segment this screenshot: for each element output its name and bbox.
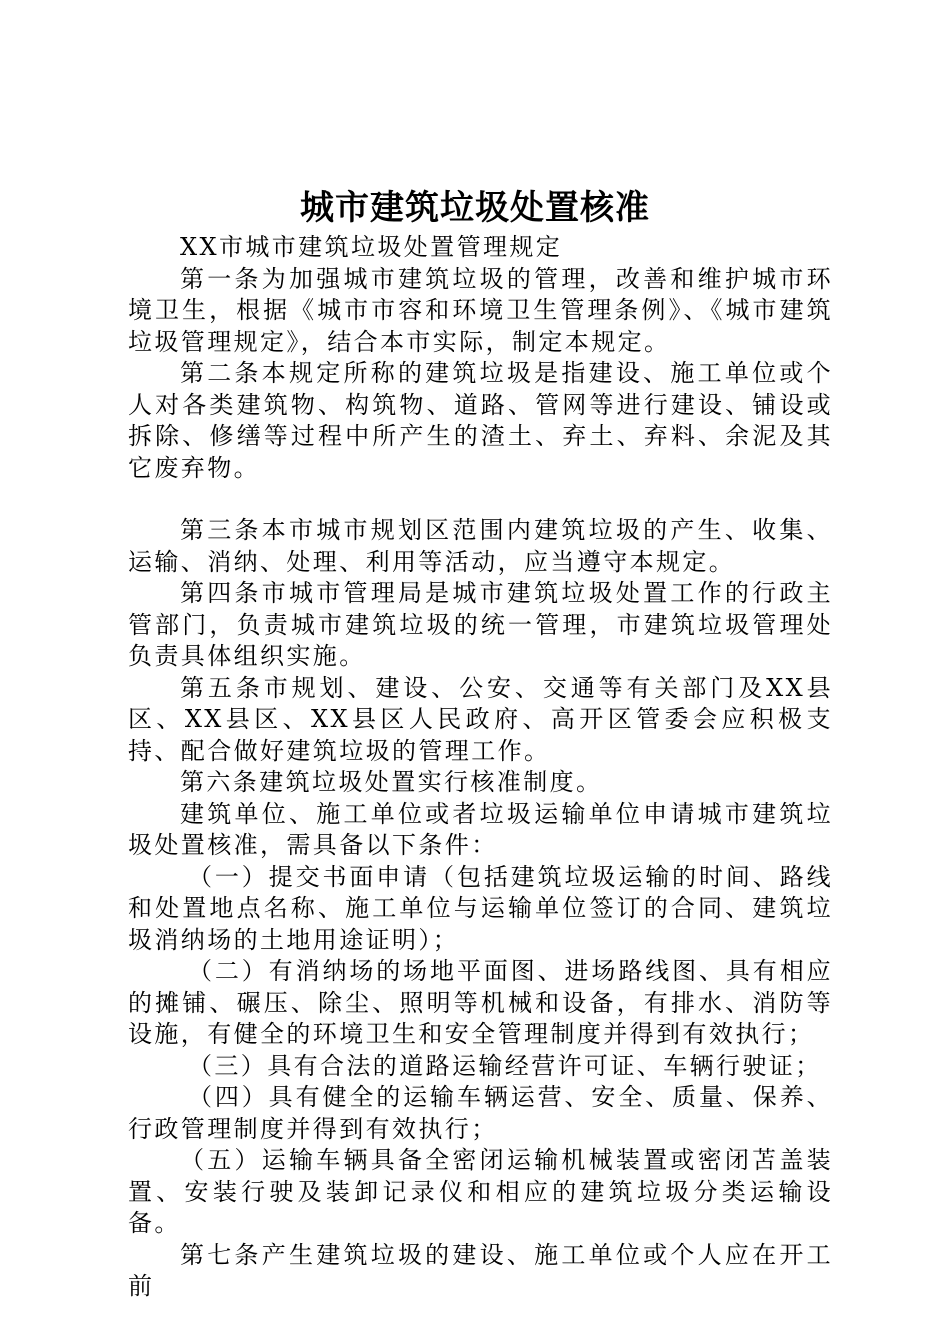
article-3: 第三条本市城市规划区范围内建筑垃圾的产生、收集、运输、消纳、处理、利用等活动，应当遵守本规定。 <box>128 516 833 576</box>
paragraph-gap <box>128 484 833 515</box>
article-5: 第五条市规划、建设、公安、交通等有关部门及XX县区、XX县区、XX县区人民政府、高开区管委会应积极支持、配合做好建筑垃圾的管理工作。 <box>128 673 833 765</box>
article-2: 第二条本规定所称的建筑垃圾是指建设、施工单位或个人对各类建筑物、构筑物、道路、管网等进行建设、铺设或拆除、修缮等过程中所产生的渣土、弃土、弃料、余泥及其它废弃物。 <box>128 359 833 482</box>
condition-4: （四）具有健全的运输车辆运营、安全、质量、保养、行政管理制度并得到有效执行； <box>128 1083 833 1143</box>
regulation-heading: XX市城市建筑垃圾处置管理规定 <box>180 233 563 261</box>
document-title: 城市建筑垃圾处置核准 <box>300 188 650 228</box>
document-body <box>128 232 833 1303</box>
condition-5: （五）运输车辆具备全密闭运输机械装置或密闭苫盖装置、安装行驶及装卸记录仪和相应的建筑垃圾分类运输设备。 <box>128 1146 833 1237</box>
conditions-intro: 建筑单位、施工单位或者垃圾运输单位申请城市建筑垃圾处置核准，需具备以下条件： <box>128 799 833 859</box>
article-4: 第四条市城市管理局是城市建筑垃圾处置工作的行政主管部门，负责城市建筑垃圾的统一管理，市建筑垃圾管理处负责具体组织实施。 <box>128 579 833 670</box>
article-6: 第六条建筑垃圾处置实行核准制度。 <box>180 768 603 796</box>
article-1: 第一条为加强城市建筑垃圾的管理，改善和维护城市环境卫生，根据《城市市容和环境卫生管理条例》、《城市建筑垃圾管理规定》，结合本市实际，制定本规定。 <box>128 264 833 356</box>
condition-3: （三）具有合法的道路运输经营许可证、车辆行驶证； <box>188 1051 822 1080</box>
condition-2: （二）有消纳场的场地平面图、进场路线图、具有相应的摊铺、碾压、除尘、照明等机械和设备，有排水、消防等设施，有健全的环境卫生和安全管理制度并得到有效执行； <box>128 957 833 1048</box>
condition-1: （一）提交书面申请（包括建筑垃圾运输的时间、路线和处置地点名称、施工单位与运输单位签订的合同、建筑垃圾消纳场的土地用途证明）； <box>128 862 833 954</box>
article-7: 第七条产生建筑垃圾的建设、施工单位或个人应在开工前 <box>128 1240 833 1300</box>
